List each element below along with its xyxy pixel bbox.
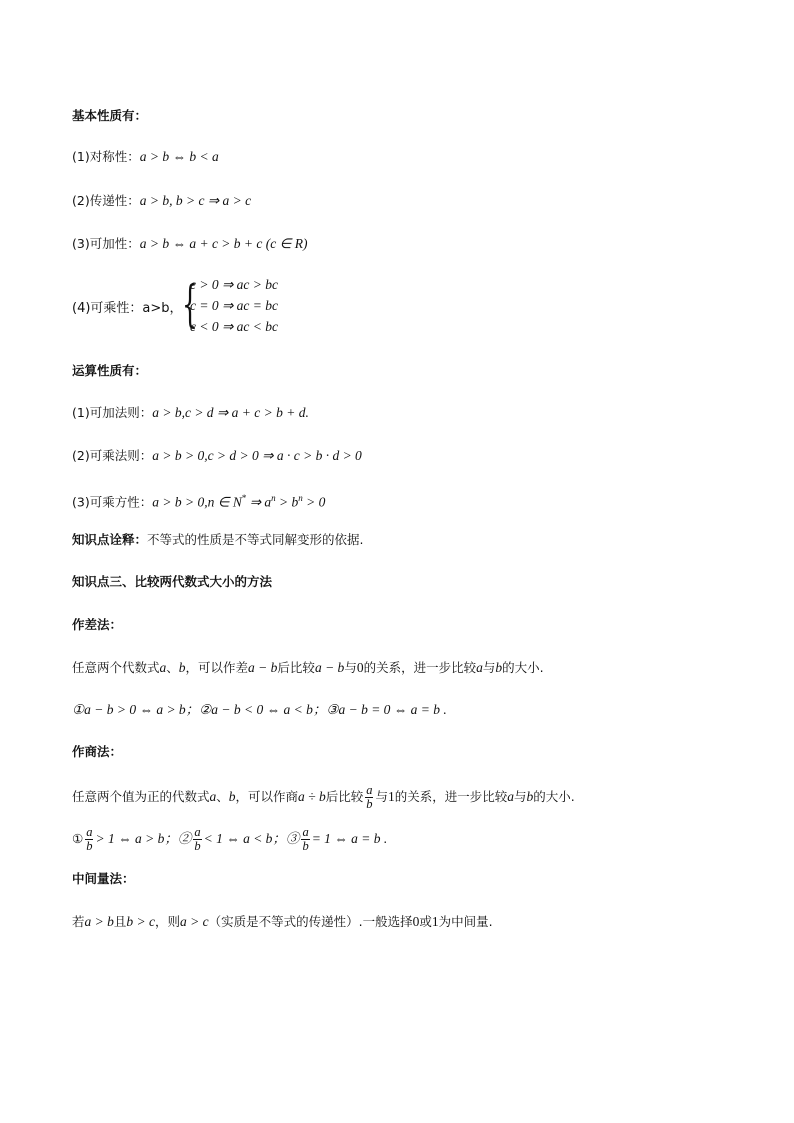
- quotient-method-text: 任意两个值为正的代数式a、b，可以作商a ÷ b后比较 $\frac{a}{b}$ 与1的关系，进一步比较a与b的大小.: [72, 783, 575, 811]
- property-1: (1)对称性：a > b ⇔ b < a: [72, 149, 219, 164]
- left-brace: {: [182, 275, 198, 333]
- property-3: (3)可加性：a > b ⇔ a + c > b + c (c ∈ R): [72, 236, 308, 251]
- difference-method-cases: ①a − b > 0 ⇔ a > b；②a − b < 0 ⇔ a < b；③a − b = 0 ⇔ a = b .: [72, 702, 447, 717]
- difference-method-text: 任意两个代数式a、b，可以作差a − b后比较a − b与0的关系，进一步比较a与b的大小.: [72, 660, 544, 675]
- knowledge-point-3-heading: 知识点三、比较两代数式大小的方法: [72, 574, 273, 589]
- fraction-case-2: $\frac{a}{b}$: [194, 825, 201, 853]
- quotient-method-cases: ① $\frac{a}{b}$ > 1 ⇔ a > b；② $\frac{a}{b}$ < 1 ⇔ a < b；③ $\frac{a}{b}$ = 1 ⇔ a = b .: [72, 825, 388, 853]
- difference-method-heading: 作差法：: [72, 617, 123, 632]
- document-page: 基本性质有： (1)对称性：a > b ⇔ b < a (2)传递性：a > b, b > c ⇒ a > c (3)可加性：a > b ⇔ a + c > b + c (c ∈ R) (4)可乘性：a>b， { c > 0 ⇒ ac > bc c = 0 ⇒ ac = bc c < 0 ⇒ ac < bc 运算性质有： (1)可加法则：a > b,c > d ⇒ a + c > b + d. (2)可乘法则：a > b > 0,c > d > 0 ⇒ a · c > b · d > 0 (3)可乘方性：a > b > 0,n ∈ N* ⇒ $a^n > b^n > 0$ 知识点诠释：不等式的性质是不等式同解变形的依据. 知识点三、比较两代数式大小的方法 作差法： 任意两个代数式a、b，可以作差a − b后比较a − b与0的关系，进一步比较a与b的大小. ①a − b > 0 ⇔ a > b；②a − b < 0 ⇔ a < b；③a − b = 0 ⇔ a = b . 作商法： 任意两个值为正的代数式a、b，可以作商a ÷ b后比较 $\frac{a}{b}$ 与1的关系，进一步比较a与b的大小. ① $\frac{a}{b}$ > 1 ⇔ a > b；② $\frac{a}{b}$ < 1 ⇔ a < b；③ $\frac{a}{b}$ = 1 ⇔ a = b . 中间量法： 若a > b且b > c，则a > c（实质是不等式的传递性）.一般选择0或1为中间量.: [0, 0, 794, 1123]
- operation-1: (1)可加法则：a > b,c > d ⇒ a + c > b + d.: [72, 405, 309, 420]
- intermediate-method-text: 若a > b且b > c，则a > c（实质是不等式的传递性）.一般选择0或1为中间量.: [72, 914, 493, 929]
- operation-2: (2)可乘法则：a > b > 0,c > d > 0 ⇒ a · c > b · d > 0: [72, 448, 362, 463]
- property-2: (2)传递性：a > b, b > c ⇒ a > c: [72, 193, 252, 208]
- property-4-cases: c > 0 ⇒ ac > bc c = 0 ⇒ ac = bc c < 0 ⇒ ac < bc: [190, 277, 279, 334]
- note-line: 知识点诠释：不等式的性质是不等式同解变形的依据.: [72, 532, 364, 547]
- basic-properties-heading: 基本性质有：: [72, 108, 148, 123]
- fraction-a-over-b: $\frac{a}{b}$: [366, 783, 373, 811]
- quotient-method-heading: 作商法：: [72, 744, 123, 759]
- fraction-case-3: $\frac{a}{b}$: [302, 825, 309, 853]
- fraction-case-1: $\frac{a}{b}$: [86, 825, 93, 853]
- operation-properties-heading: 运算性质有：: [72, 363, 148, 378]
- operation-3: (3)可乘方性：a > b > 0,n ∈ N* ⇒ $a^n > b^n > 0$: [72, 493, 326, 510]
- intermediate-method-heading: 中间量法：: [72, 871, 135, 886]
